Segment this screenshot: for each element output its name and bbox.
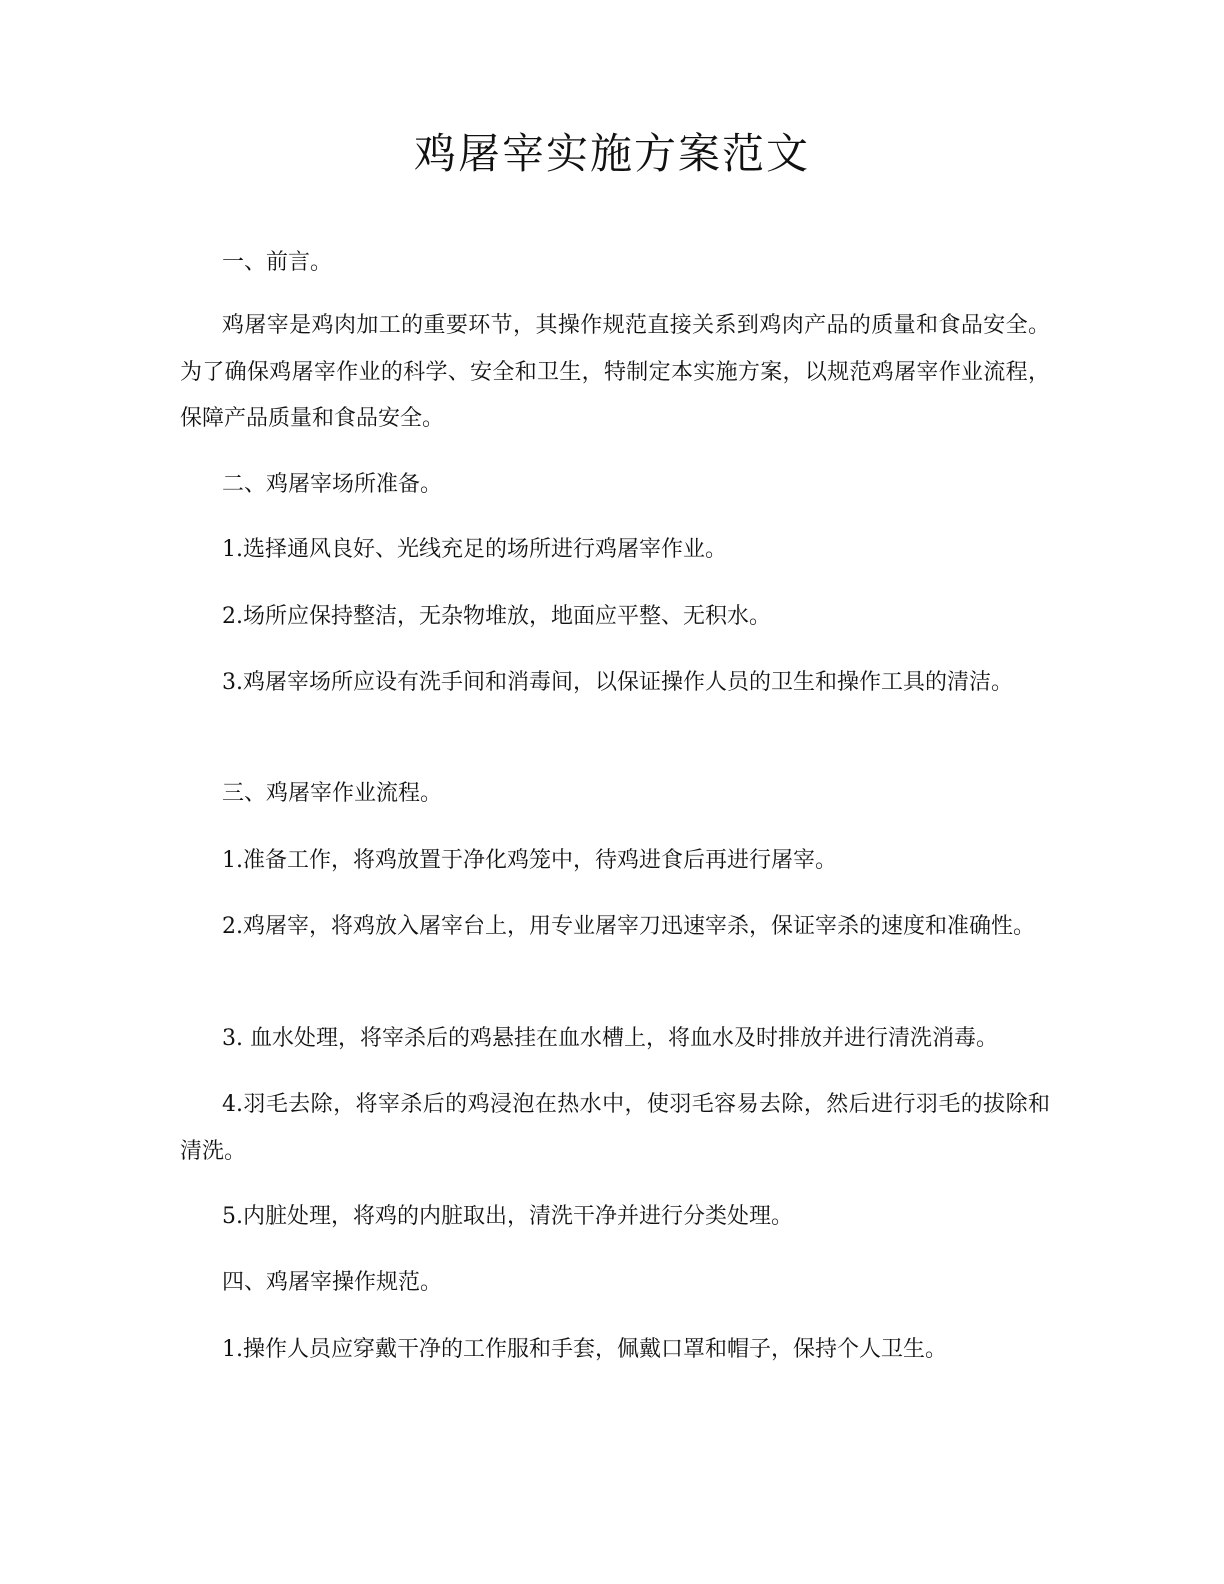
list-item-site-3: 3.鸡屠宰场所应设有洗手间和消毒间，以保证操作人员的卫生和操作工具的清洁。	[222, 670, 1013, 695]
list-item-workflow-3: 3. 血水处理，将宰杀后的鸡悬挂在血水槽上，将血水及时排放并进行清洗消毒。	[222, 1026, 998, 1051]
section-heading-site-preparation: 二、鸡屠宰场所准备。	[222, 472, 443, 497]
list-item-workflow-5: 5.内脏处理，将鸡的内脏取出，清洗干净并进行分类处理。	[222, 1204, 793, 1229]
list-item-rules-1: 1.操作人员应穿戴干净的工作服和手套，佩戴口罩和帽子，保持个人卫生。	[222, 1337, 947, 1362]
section-heading-workflow: 三、鸡屠宰作业流程。	[222, 781, 443, 806]
section-heading-operating-rules: 四、鸡屠宰操作规范。	[222, 1270, 443, 1295]
list-item-site-1: 1.选择通风良好、光线充足的场所进行鸡屠宰作业。	[222, 537, 727, 562]
paragraph-intro: 鸡屠宰是鸡肉加工的重要环节，其操作规范直接关系到鸡肉产品的质量和食品安全。为了确保鸡屠宰作业的科学、安全和卫生，特制定本实施方案，以规范鸡屠宰作业流程，保障产品质量和食品安全。	[180, 313, 1050, 431]
list-item-workflow-1: 1.准备工作，将鸡放置于净化鸡笼中，待鸡进食后再进行屠宰。	[222, 848, 837, 873]
list-item-workflow-2: 2.鸡屠宰，将鸡放入屠宰台上，用专业屠宰刀迅速宰杀，保证宰杀的速度和准确性。	[222, 914, 1035, 939]
list-item-workflow-4: 4.羽毛去除，将宰杀后的鸡浸泡在热水中，使羽毛容易去除，然后进行羽毛的拔除和清洗。	[180, 1092, 1050, 1164]
section-heading-preface: 一、前言。	[222, 250, 333, 275]
document-title: 鸡屠宰实施方案范文	[413, 129, 810, 178]
list-item-site-2: 2.场所应保持整洁，无杂物堆放，地面应平整、无积水。	[222, 604, 771, 629]
